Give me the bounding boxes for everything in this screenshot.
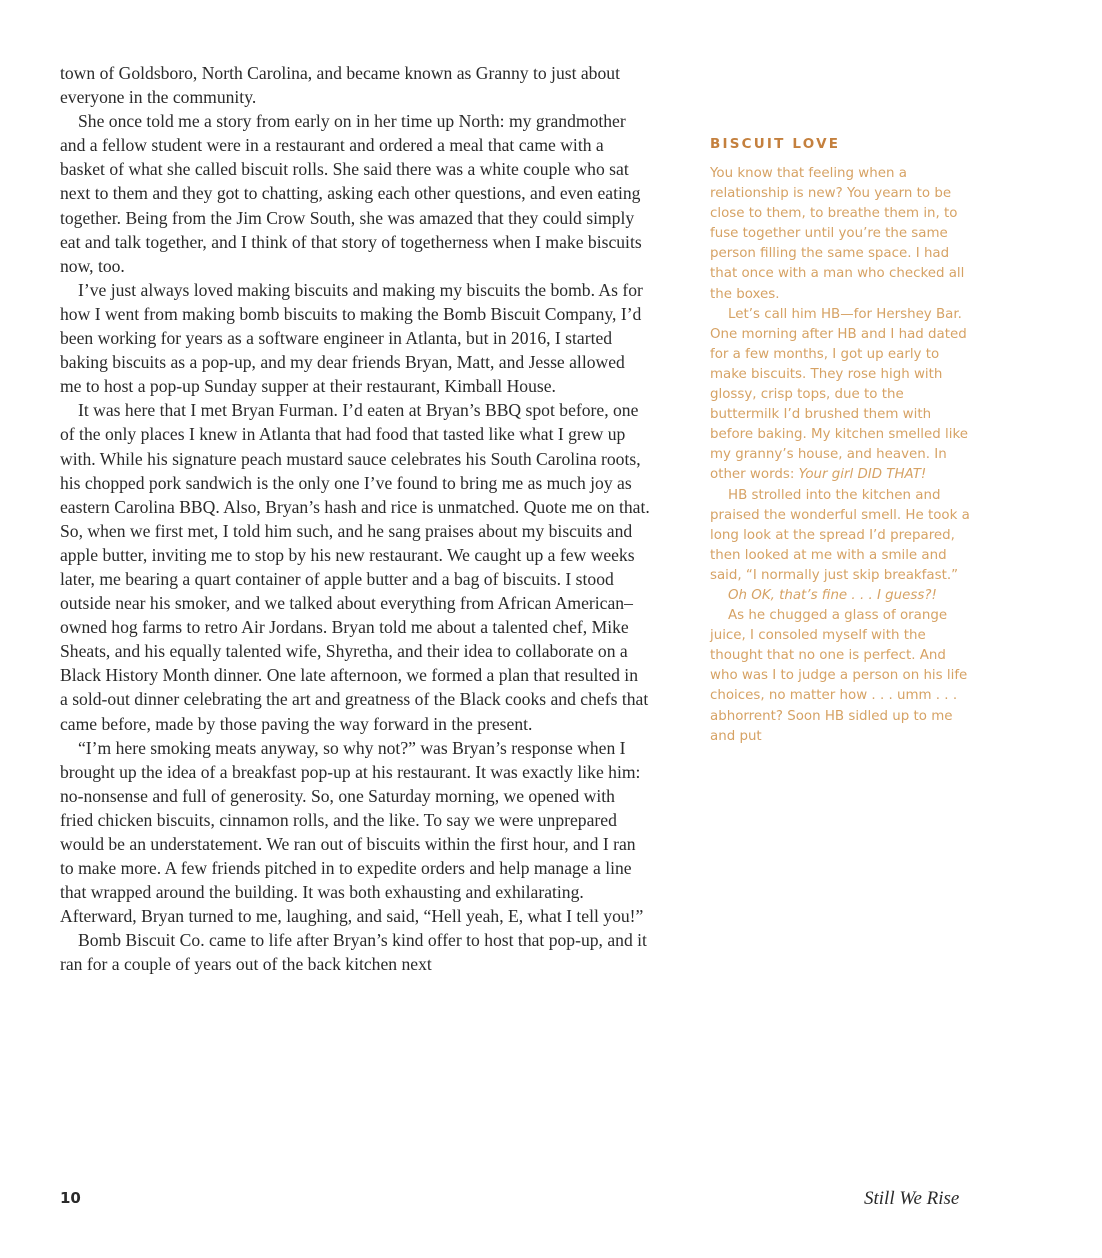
sidebar-emphasis: Your girl DID THAT! (798, 467, 927, 483)
sidebar-paragraph: You know that feeling when a relationship is new? You yearn to be close to them, to breathe them in, to fuse together until you’re the same person filling the same space. I had that once with a man who checked all the boxes. (710, 166, 965, 302)
sidebar-title: BISCUIT LOVE (710, 136, 841, 152)
sidebar-paragraph (710, 586, 972, 606)
sidebar-biscuit-love (710, 136, 972, 747)
sidebar-paragraph-text: Let’s call him HB—for Hershey Bar. One morning after HB and I had dated for a few months, I got up early to make biscuits. They rose high with glossy, crisp tops, due to the buttermilk I’d brushed them with before baking. My kitchen smelled like my granny’s house, and heaven. In other words: (710, 306, 968, 483)
sidebar-paragraph: As he chugged a glass of orange juice, I consoled myself with the thought that no one is perfect. And who was I to judge a person on his life choices, no matter how . . . umm . . . abhorrent? Soon HB sidled up to me and put (710, 608, 968, 744)
main-text-column (60, 61, 650, 977)
running-title: Still We Rise (864, 1188, 960, 1209)
body-paragraph: Bomb Biscuit Co. came to life after Bryan’s kind offer to host that pop-up, and it ran for a couple of years out of the back kitchen next (60, 930, 647, 975)
body-paragraph: It was here that I met Bryan Furman. I’d eaten at Bryan’s BBQ spot before, one of the only places I knew in Atlanta that had food that tasted like what I grew up with. While his signature peach mustard sauce celebrates his South Carolina roots, his chopped pork sandwich is the only one I’ve found to bring me as much joy as eastern Carolina BBQ. Also, Bryan’s hash and rice is unmatched. Quote me on that. So, when we first met, I told him such, and he sang praises about my biscuits and apple butter, inviting me to stop by his new restaurant. We caught up a few weeks later, me bearing a quart container of apple butter and a bag of biscuits. I stood outside near his smoker, and we talked about everything from African American–owned hog farms to retro Air Jordans. Bryan told me about a talented chef, Mike Sheats, and his equally talented wife, Shyretha, and their idea to collaborate on a Black History Month dinner. One late afternoon, we formed a plan that resulted in a sold-out dinner celebrating the art and greatness of the Black cooks and chefs that came before, made by those paving the way forward in the present. (60, 400, 650, 734)
sidebar-paragraph (710, 305, 972, 486)
body-paragraph: town of Goldsboro, North Carolina, and became known as Granny to just about everyone in the community. (60, 63, 620, 108)
body-paragraph: I’ve just always loved making biscuits and making my biscuits the bomb. As for how I went from making bomb biscuits to making the Bomb Biscuit Company, I’d been working for years as a software engineer in Atlanta, but in 2016, I started baking biscuits as a pop-up, and my dear friends Bryan, Matt, and Jesse allowed me to host a pop-up Sunday supper at their restaurant, Kimball House. (60, 279, 643, 397)
body-paragraph: “I’m here smoking meats anyway, so why not?” was Bryan’s response when I brought up the idea of a breakfast pop-up at his restaurant. It was exactly like him: no-nonsense and full of generosity. So, one Saturday morning, we opened with fried chicken biscuits, cinnamon rolls, and the like. To say we were unprepared would be an understatement. We ran out of biscuits within the first hour, and I ran to make more. A few friends pitched in to expedite orders and help manage a line that wrapped around the building. It was both exhausting and exhilarating. Afterward, Bryan turned to me, laughing, and said, “Hell yeah, E, what I tell you!” (60, 737, 644, 927)
body-paragraph: She once told me a story from early on in her time up North: my grandmother and a fellow student were in a restaurant and ordered a meal that came with a basket of what she called biscuit rolls. She said there was a white couple who sat next to them and they got to chatting, asking each other questions, and even eating together. Being from the Jim Crow South, she was amazed that they could simply eat and talk together, and I think of that story of togetherness when I make biscuits now, too. (60, 111, 642, 276)
sidebar-paragraph: HB strolled into the kitchen and praised the wonderful smell. He took a long look at the spread I’d prepared, then looked at me with a smile and said, “I normally just skip breakfast.” (710, 487, 970, 583)
page-number: 10 (60, 1189, 81, 1207)
sidebar-emphasis: Oh OK, that’s fine . . . I guess?! (728, 587, 937, 603)
